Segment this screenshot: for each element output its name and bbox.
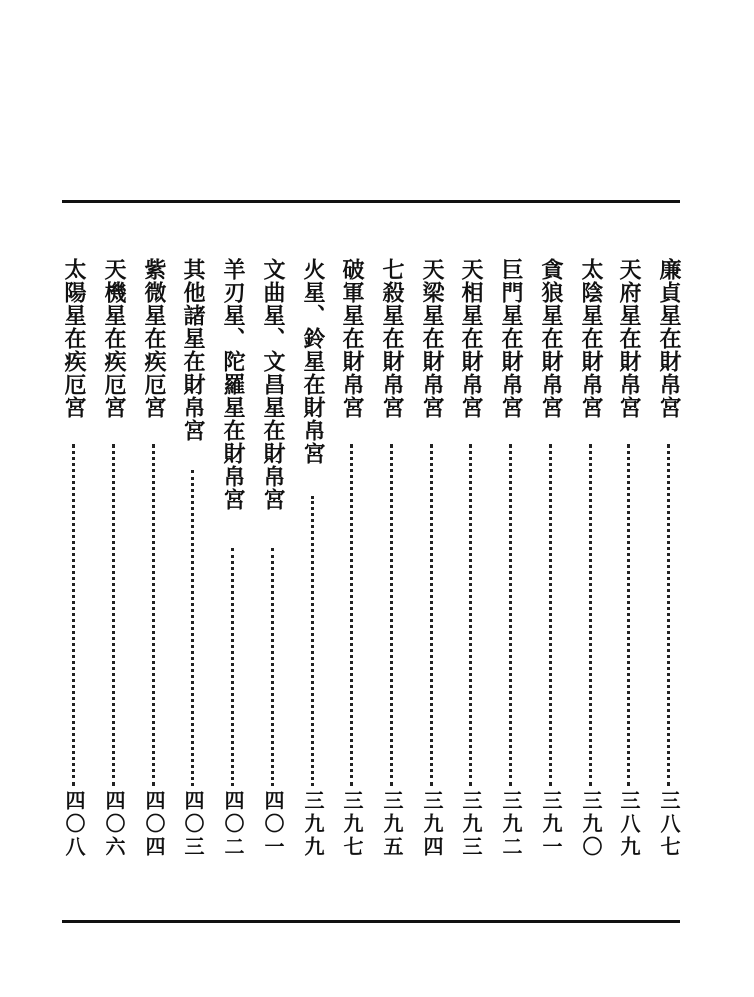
toc-entry[interactable] — [300, 258, 326, 870]
toc-entry-title: 火星、鈴星在財帛宮 — [300, 258, 326, 465]
toc-entry-page: 四〇六 — [102, 790, 126, 859]
dot-leader — [152, 444, 155, 786]
dot-leader — [271, 548, 274, 786]
toc-entry[interactable] — [180, 258, 206, 870]
toc-entry-page: 三九五 — [380, 790, 404, 859]
toc-entry[interactable] — [498, 258, 524, 870]
toc-entry[interactable] — [379, 258, 405, 870]
dot-leader — [627, 444, 630, 786]
toc-entry-page: 四〇四 — [142, 790, 166, 859]
toc-entry[interactable] — [61, 258, 87, 870]
toc-entry-title: 羊刃星、陀羅星在財帛宮 — [220, 258, 246, 511]
toc-entry-title: 紫微星在疾厄宮 — [141, 258, 167, 419]
toc-entry-page: 四〇三 — [181, 790, 205, 859]
toc-entry-page: 四〇八 — [62, 790, 86, 859]
toc-entry-page: 三九四 — [420, 790, 444, 859]
toc-entry[interactable] — [656, 258, 682, 870]
toc-entry-title: 破軍星在財帛宮 — [339, 258, 365, 419]
top-rule — [62, 200, 680, 203]
toc-entry-page: 四〇一 — [261, 790, 285, 859]
toc-entry-title: 天府星在財帛宮 — [616, 258, 642, 419]
dot-leader — [390, 444, 393, 786]
toc-entry[interactable] — [458, 258, 484, 870]
toc-entry-page: 三九九 — [301, 790, 325, 859]
toc-entry-title: 巨門星在財帛宮 — [498, 258, 524, 419]
toc-entry-title: 廉貞星在財帛宮 — [656, 258, 682, 419]
toc-entry-title: 七殺星在財帛宮 — [379, 258, 405, 419]
dot-leader — [112, 444, 115, 786]
dot-leader — [350, 444, 353, 786]
toc-entry-page: 三八九 — [617, 790, 641, 859]
toc-entry[interactable] — [141, 258, 167, 870]
toc-entry-title: 太陽星在疾厄宮 — [61, 258, 87, 419]
dot-leader — [469, 444, 472, 786]
bottom-rule — [62, 920, 680, 923]
dot-leader — [191, 470, 194, 786]
toc-entry[interactable] — [616, 258, 642, 870]
toc-entry-title: 太陰星在財帛宮 — [578, 258, 604, 419]
toc-entry[interactable] — [260, 258, 286, 870]
toc-entry[interactable] — [419, 258, 445, 870]
toc-entry-title: 文曲星、文昌星在財帛宮 — [260, 258, 286, 511]
toc-entry[interactable] — [578, 258, 604, 870]
dot-leader — [72, 444, 75, 786]
toc-entry-title: 天梁星在財帛宮 — [419, 258, 445, 419]
toc-entry-title: 其他諸星在財帛宮 — [180, 258, 206, 442]
toc-entry-page: 三九二 — [499, 790, 523, 859]
toc-entry-page: 三九〇 — [579, 790, 603, 859]
toc-entry-page: 四〇二 — [221, 790, 245, 859]
toc-entry-page: 三九三 — [459, 790, 483, 859]
toc-entry-page: 三九一 — [539, 790, 563, 859]
dot-leader — [589, 444, 592, 786]
toc-entry-page: 三八七 — [657, 790, 681, 859]
toc-entry-title: 天機星在疾厄宮 — [101, 258, 127, 419]
dot-leader — [667, 444, 670, 786]
toc-entry-title: 貪狼星在財帛宮 — [538, 258, 564, 419]
dot-leader — [311, 496, 314, 786]
toc-entry-title: 天相星在財帛宮 — [458, 258, 484, 419]
dot-leader — [549, 444, 552, 786]
toc-entry[interactable] — [339, 258, 365, 870]
toc-entry-page: 三九七 — [340, 790, 364, 859]
toc-entry[interactable] — [101, 258, 127, 870]
toc-entry[interactable] — [220, 258, 246, 870]
dot-leader — [509, 444, 512, 786]
dot-leader — [430, 444, 433, 786]
dot-leader — [231, 548, 234, 786]
toc-entry[interactable] — [538, 258, 564, 870]
